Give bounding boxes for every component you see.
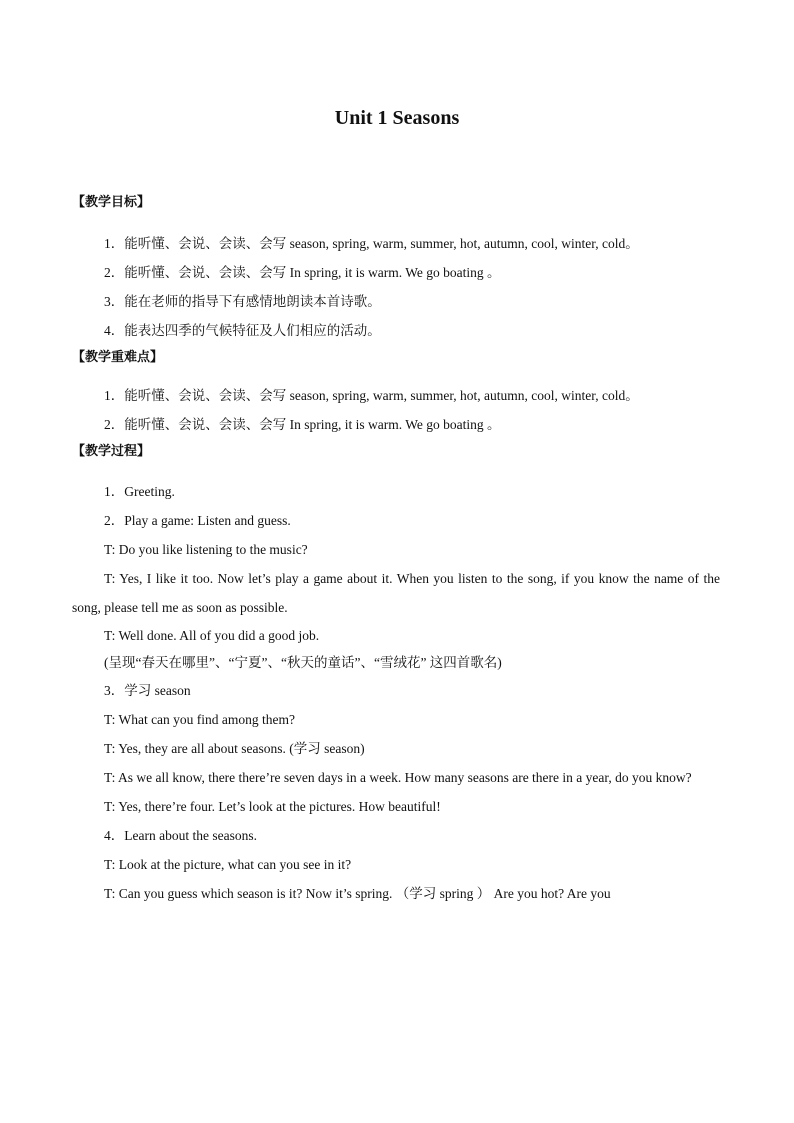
process-item: 1．Greeting. [104,484,175,499]
process-item: 4．Learn about the seasons. [104,828,257,843]
process-item: T: Look at the picture, what can you see in it? [104,857,352,872]
key-point-item: 1．能听懂、会说、会读、会写 season, spring, warm, summer, hot, autumn, cool, winter, cold。 [104,388,639,403]
process-item: T: Yes, they are all about seasons. (学习 season) [104,741,365,756]
section-heading-process: 【教学过程】 [72,444,151,459]
process-item: 2．Play a game: Listen and guess. [104,513,291,528]
section-heading-objectives: 【教学目标】 [72,195,151,210]
process-item: T: Well done. All of you did a good job. [104,628,320,643]
key-point-item: 2．能听懂、会说、会读、会写 In spring, it is warm. We go boating 。 [104,417,501,432]
process-item: T: Yes, I like it too. Now let’s play a game about it. When you listen to the song, if you know the name of the song, please tell me as soon as possible. [72,571,720,615]
document-body [72,190,720,908]
objective-item: 4．能表达四季的气候特征及人们相应的活动。 [104,323,381,338]
process-item: 3．学习 season [104,683,191,698]
page-title: Unit 1 Seasons [334,107,460,129]
process-item: T: What can you find among them? [104,712,296,727]
objective-item: 2．能听懂、会说、会读、会写 In spring, it is warm. We go boating 。 [104,265,501,280]
objective-item: 3．能在老师的指导下有感情地朗读本首诗歌。 [104,294,381,309]
process-item: T: Do you like listening to the music? [104,542,308,557]
objective-item: 1．能听懂、会说、会读、会写 season, spring, warm, summer, hot, autumn, cool, winter, cold。 [104,236,639,251]
process-item: T: Can you guess which season is it? Now it’s spring. （学习 spring ） Are you hot? Are you [104,886,611,901]
process-item: T: As we all know, there there’re seven days in a week. How many seasons are there in a year, do you know? [104,770,692,785]
process-item: (呈现“春天在哪里”、“宁夏”、“秋天的童话”、“雪绒花” 这四首歌名) [104,655,502,670]
process-item: T: Yes, there’re four. Let’s look at the pictures. How beautiful! [104,799,441,814]
section-heading-key-points: 【教学重难点】 [72,350,164,365]
